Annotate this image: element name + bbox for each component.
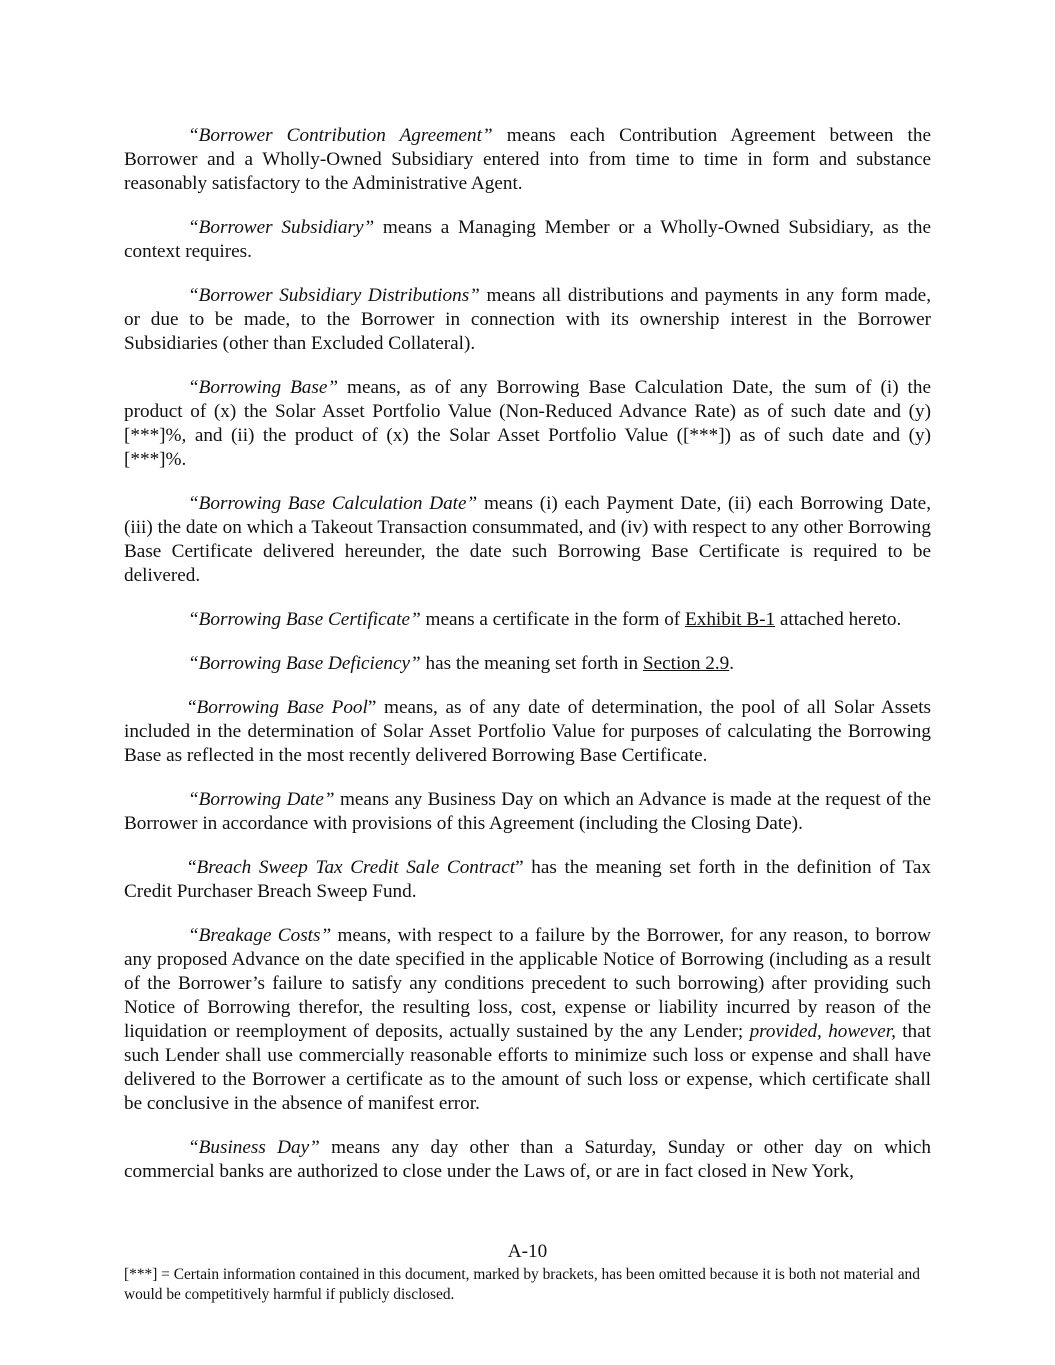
page-number: A-10 (507, 1241, 548, 1262)
exhibit-b-1-link[interactable]: Exhibit B-1 (685, 609, 776, 630)
definition-borrower-contribution-agreement (124, 124, 931, 196)
defined-term: “Borrowing Base Calculation Date” (188, 493, 478, 514)
close-quote: ” (367, 697, 377, 718)
definition-borrowing-base (124, 376, 931, 472)
definition-text: means a Managing Member or a Wholly-Owned Subsidiary, as the context requires. (124, 217, 931, 262)
defined-term: Breach Sweep Tax Credit Sale Contract (196, 857, 516, 878)
defined-term: “Borrowing Base Certificate” (188, 609, 421, 630)
definition-breakage-costs (124, 924, 931, 1116)
defined-term: “Breakage Costs” (188, 925, 332, 946)
defined-term: “Borrower Subsidiary” (188, 217, 375, 238)
open-quote: “ (188, 857, 197, 878)
definition-text: that such Lender shall use commercially reasonable efforts to minimize such loss or expense and shall have delivered to the Borrower a certificate as to the amount of such loss or expense, which certificate shall be conclusive in the absence of manifest error. (124, 1021, 931, 1114)
definition-text: means all distributions and payments in any form made, or due to be made, to the Borrower in connection with its ownership interest in the Borrower Subsidiaries (other than Excluded Collateral). (124, 285, 931, 354)
defined-term: “Business Day” (188, 1137, 320, 1158)
section-2-9-link[interactable]: Section 2.9 (642, 653, 730, 674)
definition-text: means any day other than a Saturday, Sunday or other day on which commercial banks are authorized to close under the Laws of, or are in fact closed in New York, (124, 1137, 931, 1182)
definition-text: means any Business Day on which an Advance is made at the request of the Borrower in accordance with provisions of this Agreement (including the Closing Date). (124, 789, 931, 834)
defined-term: “Borrowing Base Deficiency” (188, 653, 421, 674)
definition-text: means, with respect to a failure by the Borrower, for any reason, to borrow any proposed Advance on the date specified in the applicable Notice of Borrowing (including as a result of the Borrower’s failure to satisfy any conditions precedent to such borrowing) after providing such Notice of Borrowing therefor, the resulting loss, cost, expense or liability incurred by reason of the liquidation or reemployment of deposits, actually sustained by the any Lender; (124, 925, 931, 1042)
definition-borrower-subsidiary-distributions (124, 284, 931, 356)
proviso-italic: provided, however, (749, 1021, 896, 1042)
definition-text: means each Contribution Agreement between the Borrower and a Wholly-Owned Subsidiary entered into from time to time in form and substance reasonably satisfactory to the Administrative Agent. (124, 125, 931, 194)
document-page (124, 124, 931, 1204)
defined-term: “Borrowing Date” (188, 789, 335, 810)
defined-term: “Borrower Contribution Agreement” (188, 125, 493, 146)
definition-text: has the meaning set forth in (420, 653, 643, 674)
definition-borrowing-base-deficiency (124, 652, 931, 676)
definition-text: attached hereto. (775, 609, 902, 630)
definition-borrowing-base-certificate (124, 608, 931, 632)
definition-borrowing-base-pool (124, 696, 931, 768)
definition-text: means (i) each Payment Date, (ii) each Borrowing Date, (iii) the date on which a Takeout Transaction consummated, and (iv) with respect to any other Borrowing Base Certificate delivered hereunder, the date such Borrowing Base Certificate is required to be delivered. (124, 493, 931, 586)
definition-text: means a certificate in the form of (420, 609, 685, 630)
definition-text: has the meaning set forth in the definition of Tax Credit Purchaser Breach Sweep Fund. (124, 857, 931, 902)
redaction-footnote: [***] = Certain information contained in this document, marked by brackets, has been omitted because it is both not material and would be competitively harmful if publicly disclosed. (124, 1266, 920, 1303)
definition-borrowing-date (124, 788, 931, 836)
definition-borrower-subsidiary (124, 216, 931, 264)
definition-breach-sweep-tax-credit-sale-contract (124, 856, 931, 904)
defined-term: “Borrower Subsidiary Distributions” (188, 285, 480, 306)
definition-business-day (124, 1136, 931, 1184)
definition-text: means, as of any date of determination, the pool of all Solar Assets included in the determination of Solar Asset Portfolio Value for purposes of calculating the Borrowing Base as reflected in the most recently delivered Borrowing Base Certificate. (124, 697, 932, 766)
definition-borrowing-base-calculation-date (124, 492, 931, 588)
open-quote: “ (188, 697, 197, 718)
defined-term: Borrowing Base Pool (196, 697, 368, 718)
definition-text: means, as of any Borrowing Base Calculation Date, the sum of (i) the product of (x) the Solar Asset Portfolio Value (Non-Reduced Advance Rate) as of such date and (y) [***]%, and (ii) the product of (x) the Solar Asset Portfolio Value ([***]) as of such date and (y) [***]%. (124, 377, 931, 470)
definition-text: . (729, 653, 735, 674)
close-quote: ” (515, 857, 524, 878)
defined-term: “Borrowing Base” (188, 377, 339, 398)
